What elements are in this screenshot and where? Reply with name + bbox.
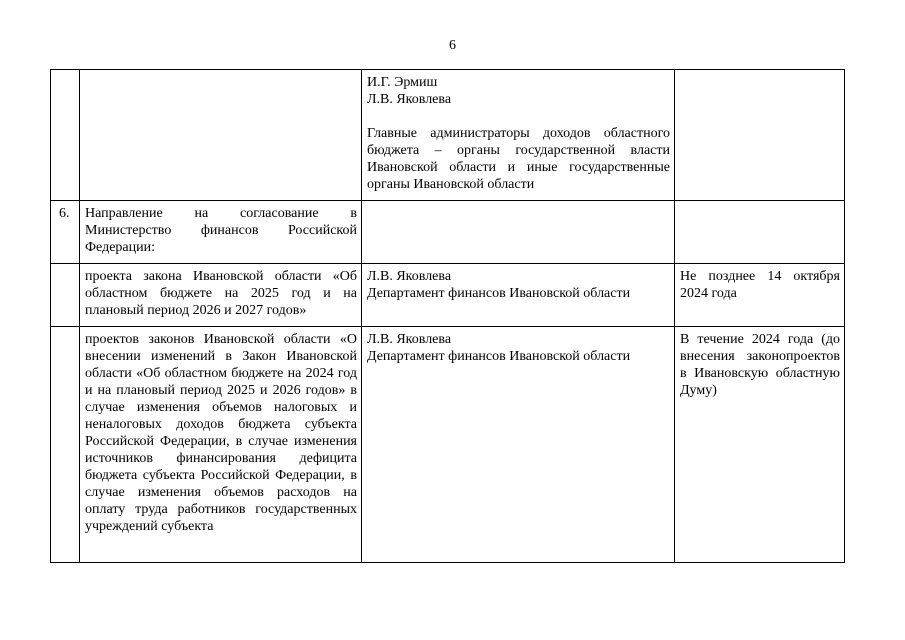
responsible-cell (362, 327, 675, 563)
responsible-orgs: Главные администраторы доходов областного бюджета – органы государственной власти Ивановской области и иные государственные органы Ивановской области (367, 126, 670, 192)
deadline-cell: Не позднее 14 октября 2024 года (675, 264, 845, 327)
responsible-cell (362, 264, 675, 327)
event-cell: Направление на согласование в Министерство финансов Российской Федерации: (80, 201, 362, 264)
row-number-cell: 6. (51, 201, 80, 264)
deadline-cell (675, 70, 845, 201)
responsible-name: Л.В. Яковлева (367, 332, 452, 347)
event-cell: проектов законов Ивановской области «О внесении изменений в Закон Ивановской области «Об областном бюджете на 2024 год и на плановый период 2025 и 2026 годов» в случае изменения объемов налоговых и неналоговых доходов бюджета субъекта Российской Федерации, в случае изменения источников финансирования дефицита бюджета субъекта Российской Федерации, в случае изменения объемов расходов на оплату труда работников государственных учреждений субъекта (80, 327, 362, 563)
responsible-cell (362, 201, 675, 264)
page-number: 6 (449, 38, 456, 53)
responsible-name: Л.В. Яковлева (367, 92, 452, 107)
row-number-cell (51, 70, 80, 201)
responsible-org: Департамент финансов Ивановской области (367, 349, 631, 364)
responsible-name: И.Г. Эрмиш (367, 75, 438, 90)
event-cell (80, 70, 362, 201)
table-row (51, 327, 845, 563)
deadline-cell (675, 201, 845, 264)
responsible-name: Л.В. Яковлева (367, 269, 452, 284)
table-row (51, 264, 845, 327)
plan-table (50, 69, 845, 563)
responsible-org: Департамент финансов Ивановской области (367, 286, 631, 301)
table-row (51, 70, 845, 201)
table-row (51, 201, 845, 264)
event-cell: проекта закона Ивановской области «Об областном бюджете на 2025 год и на плановый период 2026 и 2027 годов» (80, 264, 362, 327)
row-number-cell (51, 327, 80, 563)
row-number-cell (51, 264, 80, 327)
deadline-cell: В течение 2024 года (до внесения законопроектов в Ивановскую областную Думу) (675, 327, 845, 563)
responsible-cell (362, 70, 675, 201)
